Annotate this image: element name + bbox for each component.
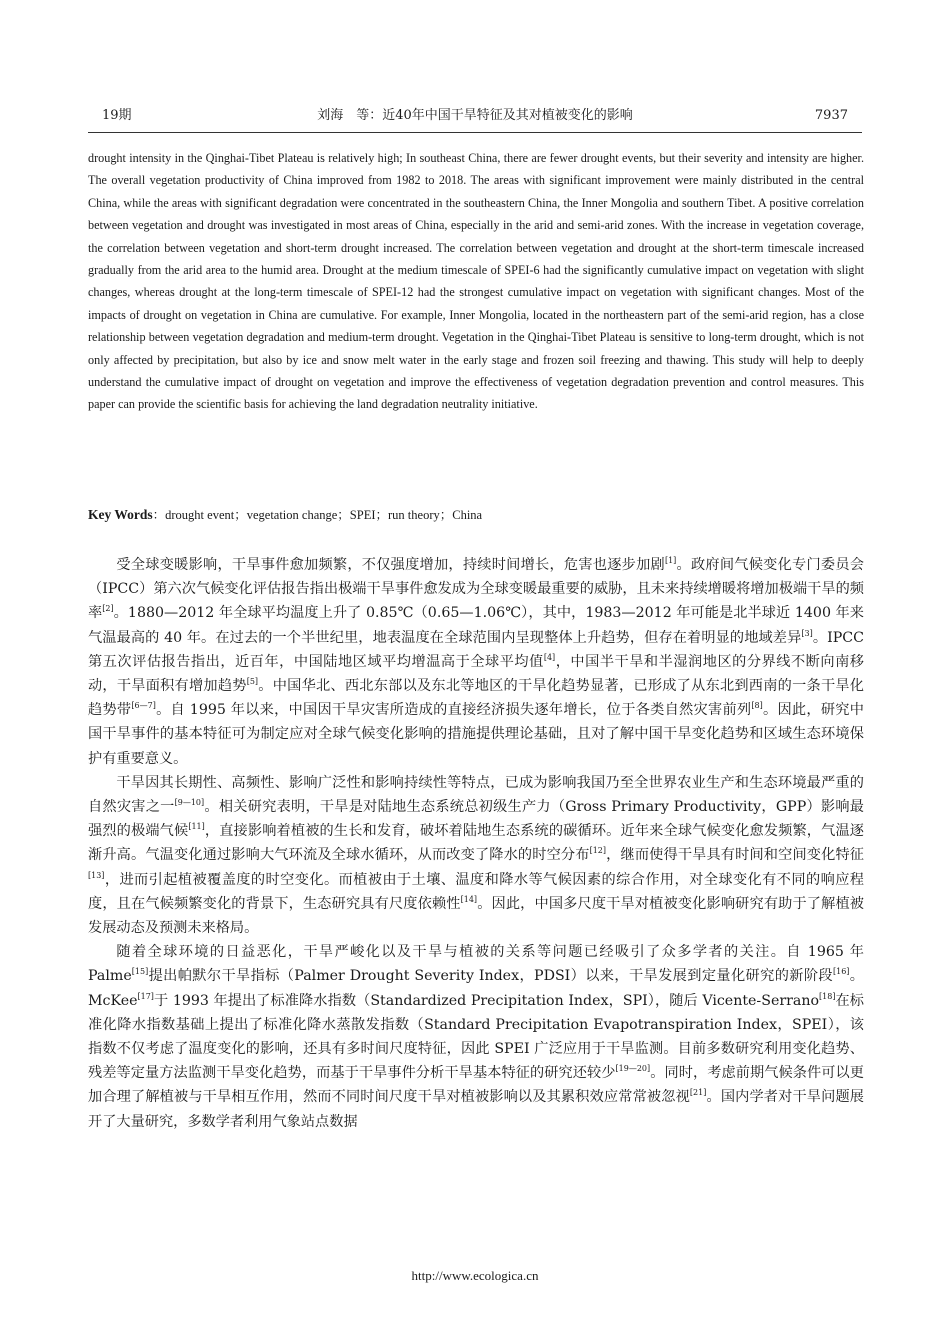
body-text: 随着全球环境的日益恶化，干旱严峻化以及干旱与植被的关系等问题已经吸引了众多学者的关注。自 1965 年 Palme <box>88 944 864 985</box>
body-text: ，中国半干旱和半湿润地区的分界线不断向南移动，干旱面积有增加趋势 <box>88 653 864 695</box>
citation-ref: [4] <box>543 652 556 662</box>
body-text: 。国内学者对干旱问题展开了大量研究，多数学者利用气象站点数据 <box>88 1089 864 1130</box>
paragraph-3 <box>88 940 864 1134</box>
citation-ref: [16] <box>832 967 850 977</box>
citation-ref: [1] <box>664 556 677 565</box>
body-text: 。McKee <box>88 968 864 1009</box>
citation-ref: [6—7] <box>131 701 156 711</box>
body-text: 提出帕默尔干旱指标（Palmer Drought Severity Index，PDSI）以来，干旱发展到定量化研究的新阶段 <box>148 968 833 985</box>
body-text: 于 1993 年提出了标准降水指数（Standardized Precipitation Index，SPI），随后 Vicente-Serrano <box>153 992 820 1009</box>
citation-ref: [15] <box>131 967 149 977</box>
citation-ref: [18] <box>819 991 836 1001</box>
key-words-label: Key Words <box>88 507 153 522</box>
body-text: 。自 1995 年以来，中国因干旱灾害所造成的直接经济损失逐年增长，位于各类自然灾害前列 <box>155 702 752 719</box>
citation-ref: [17] <box>137 991 154 1001</box>
body-text: 。1880—2012 年全球平均温度上升了 0.85℃（0.65—1.06℃），其中，1983—2012 年可能是北半球近 1400 年来气温最高的 40 年。在过去的一个半世纪里，地表温度在全球范围内呈现整体上升趋势，但存在着明显的地域差异 <box>88 605 864 646</box>
citation-ref: [8] <box>751 701 763 711</box>
citation-ref: [5] <box>246 677 259 687</box>
body-text: 。因此，研究中国干旱事件的基本特征可为制定应对全球气候变化影响的措施提供理论基础，且对了解中国干旱变化趋势和区域生态环境保护有重要意义。 <box>88 702 864 767</box>
key-words <box>88 504 864 526</box>
issue-number: 19期 <box>102 108 132 123</box>
body-text: 干旱因其长期性、高频性、影响广泛性和影响持续性等特点，已成为影响我国乃至全世界农业生产和生态环境最严重的自然灾害之一 <box>88 774 864 816</box>
body-text: 。相关研究表明，干旱是对陆地生态系统总初级生产力（Gross Primary Productivity，GPP）影响最强烈的极端气候 <box>88 799 864 840</box>
citation-ref: [2] <box>102 604 114 614</box>
key-words-list: ：drought event；vegetation change；SPEI；run theory；China <box>152 508 483 522</box>
running-header <box>88 106 862 126</box>
body-text: 。政府间气候变化专门委员会（IPCC）第六次气候变化评估报告指出极端干旱事件愈发成为全球变暖最重要的威胁，且未来持续增暖将增加极端干旱的频率 <box>88 557 864 622</box>
citation-ref: [13] <box>88 870 105 880</box>
body-text: 。IPCC 第五次评估报告指出，近百年，中国陆地区域平均增温高于全球平均值 <box>88 629 864 670</box>
body-text: ，直接影响着植被的生长和发育，破坏着陆地生态系统的碳循环。近年来全球气候变化愈发频繁，气温逐渐升高。气温变化通过影响大气环流及全球水循环，从而改变了降水的时空分布 <box>88 823 864 864</box>
footer-url: http://www.ecologica.cn <box>411 1268 539 1283</box>
citation-ref: [3] <box>801 628 813 638</box>
body-text: 在标准化降水指数基础上提出了标准化降水蒸散发指数（Standard Precipitation Evapotranspiration Index，SPEI），该指数不仅考虑了温度变化的影响，还具有多时间尺度特征，因此 SPEI 广泛应用于干旱监测。目前多数研究利用变化趋势、残差等定量方法监测干旱变化趋势，而基于干旱事件分析干旱基本特征的研究还较少 <box>88 992 864 1082</box>
citation-ref: [11] <box>188 822 205 832</box>
paragraph-2 <box>88 771 864 940</box>
main-body <box>88 553 864 1134</box>
body-text: ，继而使得干旱具有时间和空间变化特征 <box>606 847 864 864</box>
body-text: 。中国华北、西北东部以及东北等地区的干旱化趋势显著，已形成了从东北到西南的一条干旱化趋势带 <box>88 678 864 719</box>
body-text: ，进而引起植被覆盖度的时空变化。而植被由于土壤、温度和降水等气候因素的综合作用，对全球变化有不同的响应程度，且在气候频繁变化的背景下，生态研究具有尺度依赖性 <box>88 871 864 912</box>
citation-ref: [9—10] <box>174 798 205 808</box>
running-title: 刘海 等：近40年中国干旱特征及其对植被变化的影响 <box>317 108 633 123</box>
body-text: 。同时，考虑前期气候条件可以更加合理了解植被与干旱相互作用，然而不同时间尺度干旱对植被影响以及其累积效应常常被忽视 <box>88 1065 864 1106</box>
citation-ref: [19—20] <box>615 1064 651 1074</box>
citation-ref: [12] <box>589 846 607 856</box>
paragraph-1 <box>88 553 864 771</box>
english-abstract: drought intensity in the Qinghai-Tibet Plateau is relatively high; In southeast China, there are fewer drought events, but their severity and intensity are higher. The overall vegetation productivity of China improved from 1982 to 2018. The areas with significant improvement were mainly distributed in the central China, while the areas with significant degradation were concentrated in the southeastern China, the Inner Mongolia and southern Tibet. A positive correlation between vegetation and drought was investigated in most areas of China, especially in the arid and semi-arid zones. With the increase in vegetation coverage, the correlation between vegetation and short-term drought increased. The correlation between vegetation and drought at the short-term timescale increased gradually from the arid area to the humid area. Drought at the medium timescale of SPEI-6 had the significantly cumulative impact on vegetation with slight changes, whereas drought at the long-term timescale of SPEI-12 had the strongest cumulative impact on vegetation with significant changes. Most of the impacts of drought on vegetation in China are cumulative. For example, Inner Mongolia, located in the northeastern part of the semi-arid region, has a close relationship between vegetation degradation and medium-term drought. Vegetation in the Qinghai-Tibet Plateau is sensitive to long-term drought, which is not only affected by precipitation, but also by ice and snow melt water in the early stage and frozen soil freezing and thawing. This study will help to deeply understand the cumulative impact of drought on vegetation and improve the effectiveness of vegetation degradation prevention and control measures. This paper can provide the scientific basis for achieving the land degradation neutrality initiative. <box>88 151 864 412</box>
header-rule <box>88 132 862 133</box>
page-number: 7937 <box>814 108 848 123</box>
citation-ref: [21] <box>689 1088 707 1098</box>
body-text: 受全球变暖影响，干旱事件愈加频繁，不仅强度增加，持续时间增长，危害也逐步加剧 <box>116 557 665 573</box>
body-text: 。因此，中国多尺度干旱对植被变化影响研究有助于了解植被发展动态及预测未来格局。 <box>88 895 864 937</box>
citation-ref: [14] <box>460 894 478 904</box>
